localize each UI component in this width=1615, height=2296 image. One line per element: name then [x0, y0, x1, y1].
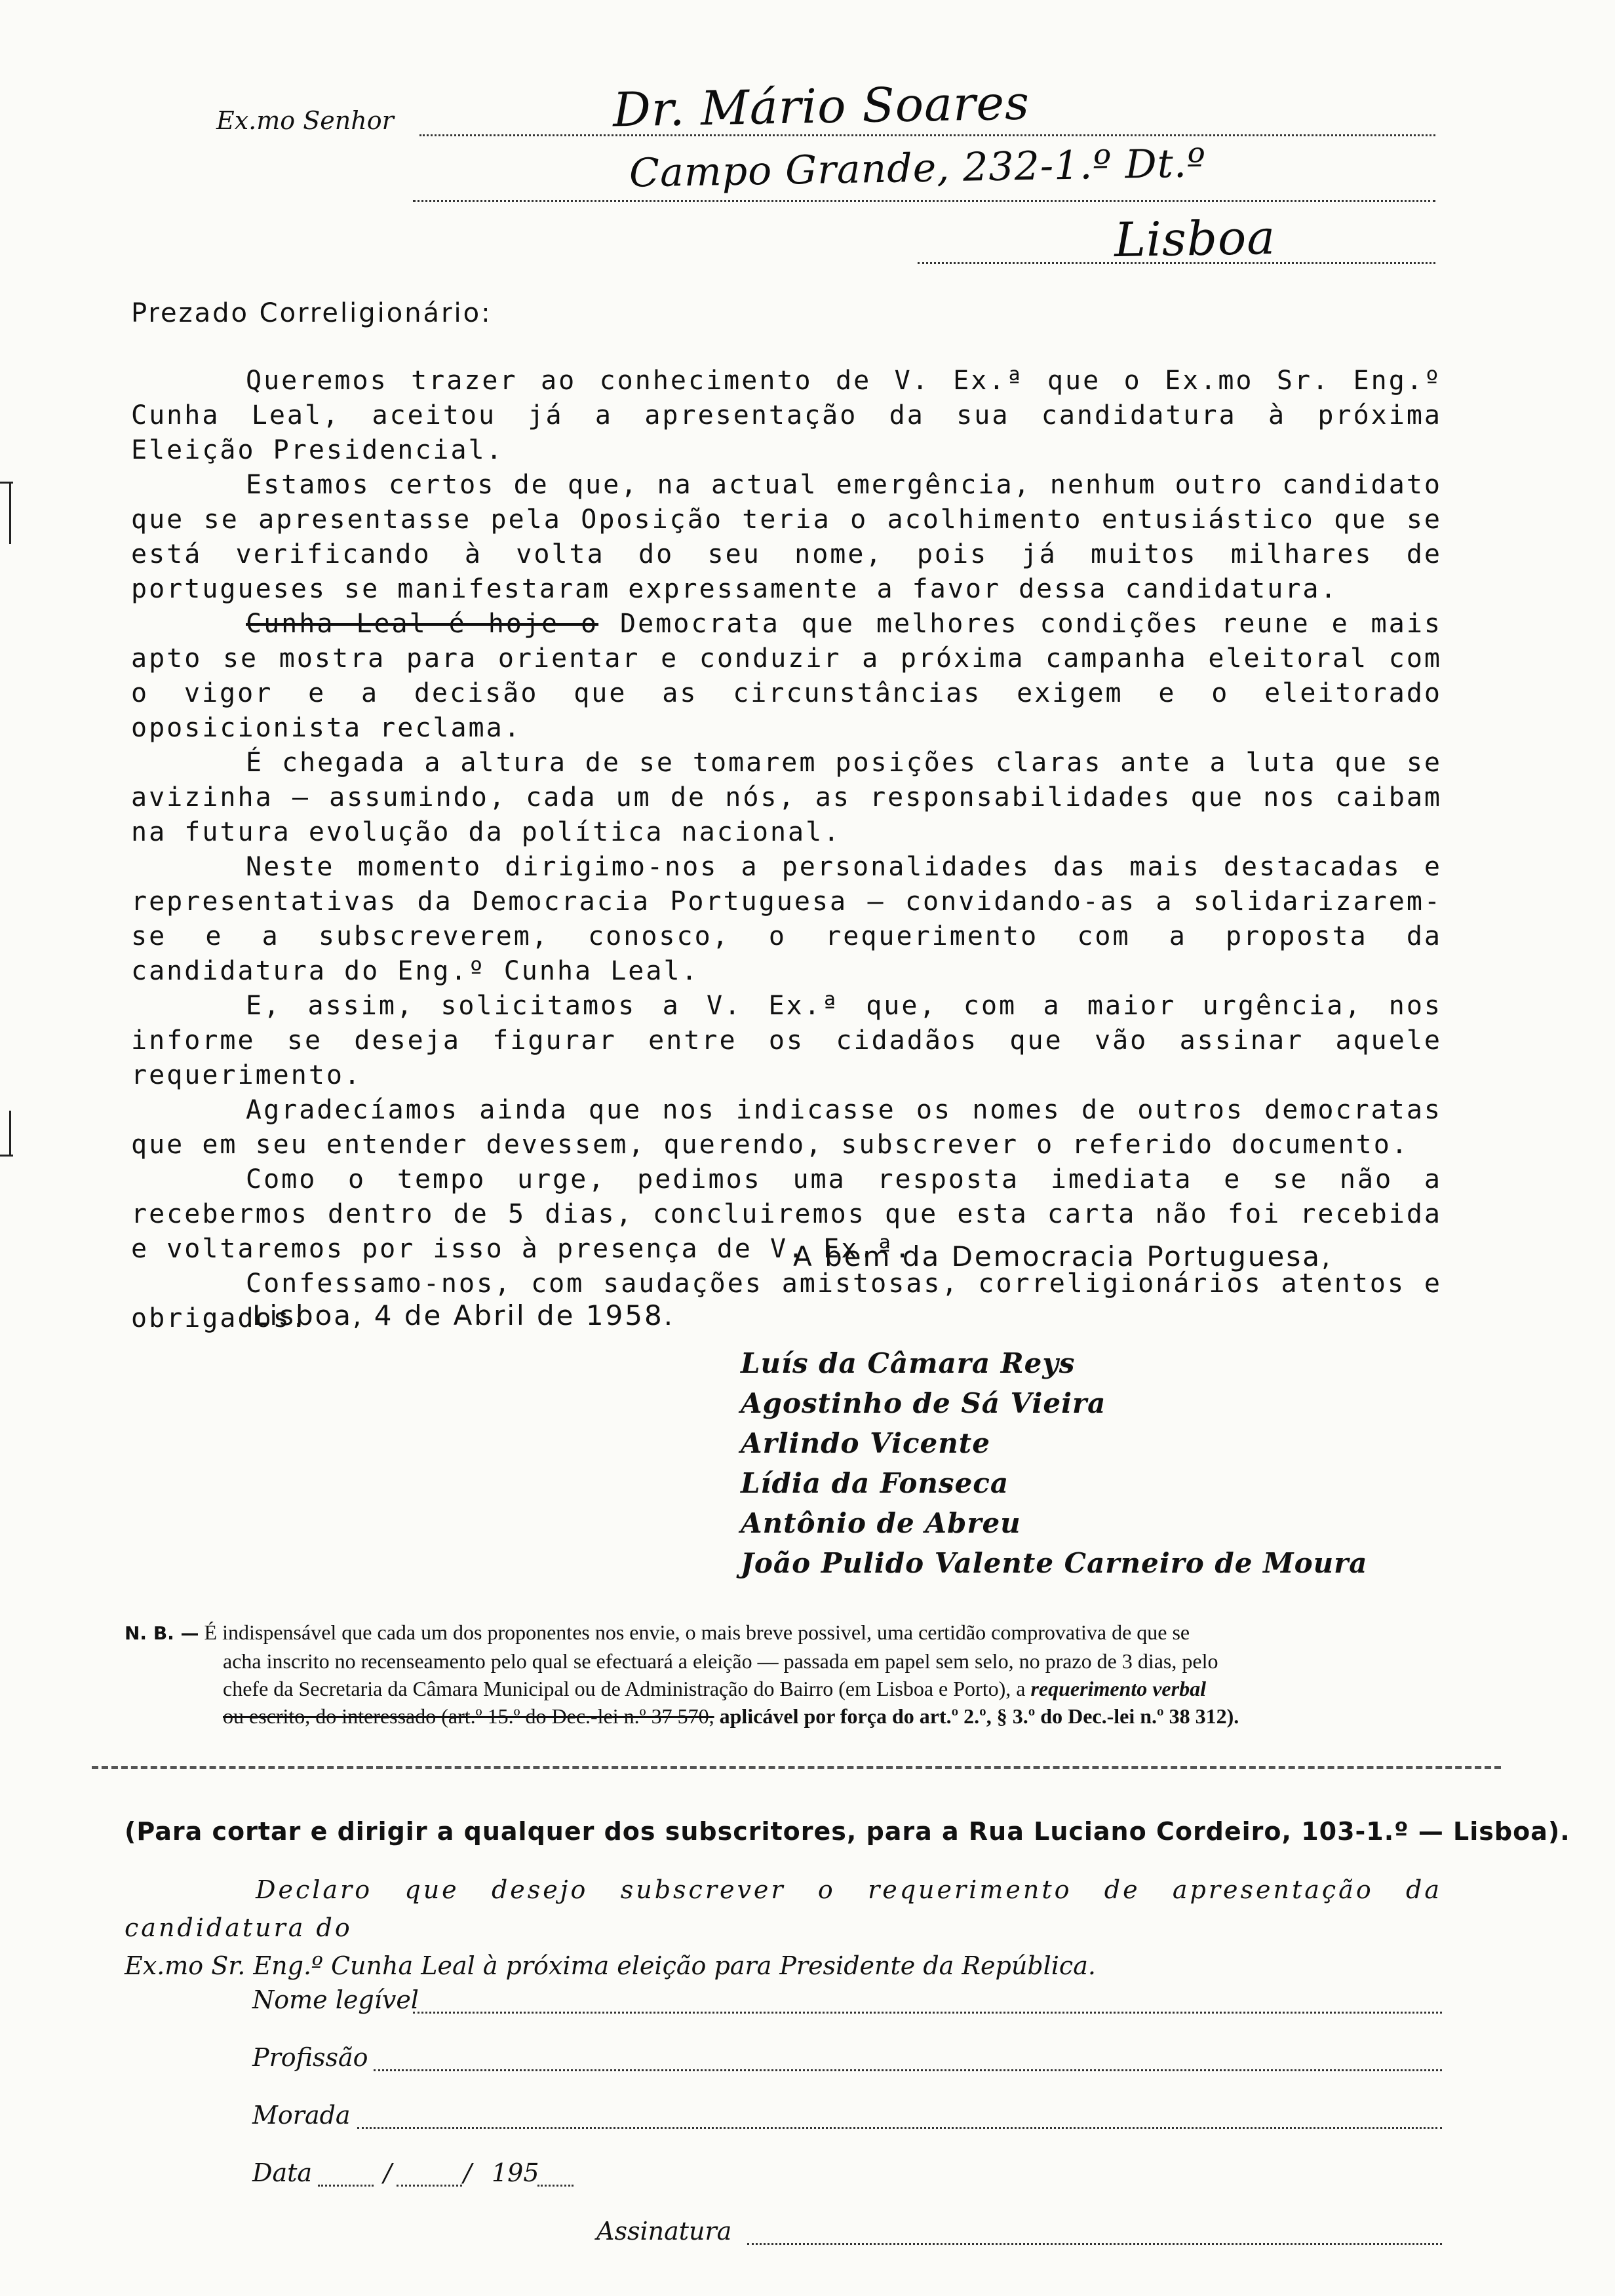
place-date: Lisboa, 4 de Abril de 1958.: [252, 1299, 675, 1331]
salutation-label: Ex.mo Senhor: [216, 106, 394, 135]
cut-instructions: (Para cortar e dirigir a qualquer dos subscritores, para a Rua Luciano Cordeiro, 103-1.º — Lisboa).: [125, 1817, 1570, 1846]
signature-label: Assinatura: [596, 2217, 732, 2246]
nb-lead: N. B. —: [125, 1622, 199, 1644]
letter-paragraph: É chegada a altura de se tomarem posições claras ante a luta que se avizinha — assumindo, cada um de nós, as responsabilidades que nos caibam na futura evolução da política nacional.: [131, 748, 1442, 847]
address-line-1: [419, 134, 1435, 136]
name-field[interactable]: [413, 2012, 1442, 2014]
letter-paragraph: E, assim, solicitamos a V. Ex.ª que, com a maior urgência, nos informe se deseja figurar entre os cidadãos que vão assinar aquele requerimento.: [131, 991, 1442, 1090]
date-day-field[interactable]: [318, 2185, 374, 2187]
letter-paragraph: Como o tempo urge, pedimos uma resposta imediata e se não a recebermos dentro de 5 dias, concluiremos que esta carta não foi recebida e voltaremos por isso à presença de V. Ex.ª.: [131, 1164, 1442, 1264]
nb-text: acha inscrito no recenseamento pelo qual se efectuará a eleição — passada em papel sem selo, no prazo de 3 dias, pelo: [223, 1649, 1218, 1673]
address-field[interactable]: [357, 2127, 1442, 2129]
cut-line: [92, 1766, 1501, 1769]
margin-tick: [0, 1155, 13, 1157]
declaration: [125, 1871, 1442, 1985]
letter-text: Democrata que melhores condições reune e mais apto se mostra para orientar e conduzir a próxima campanha eleitoral com o vigor e a decisão que as circunstâncias exigem e o eleitorado oposicionista reclama.: [131, 609, 1442, 743]
struck-text: Cunha Leal é hoje o: [246, 609, 599, 639]
letter-paragraph: Neste momento dirigimo-nos a personalidades das mais destacadas e representativas da Democracia Portuguesa — convidando-as a solidarizarem-se e a subscreverem, conosco, o requerimento com a proposta da candidatura do Eng.º Cunha Leal.: [131, 852, 1442, 986]
profession-field[interactable]: [374, 2069, 1442, 2071]
signatory-name: Agostinho de Sá Vieira: [741, 1387, 1106, 1419]
nb-struck-text: ou escrito, do interessado (art.º 15.º do Dec.-lei n.º 37 570,: [223, 1704, 714, 1728]
letter-body: [131, 364, 1442, 1336]
date-year-prefix: 195: [492, 2158, 539, 2187]
declaration-line: Ex.mo Sr. Eng.º Cunha Leal à próxima eleição para Presidente da República.: [125, 1951, 1096, 1980]
margin-line: [9, 1111, 11, 1155]
declaration-line: Declaro que desejo subscrever o requerimento de apresentação da candidatura do: [125, 1875, 1442, 1942]
margin-line: [9, 482, 11, 544]
date-month-field[interactable]: [397, 2185, 462, 2187]
nb-emphasis: requerimento verbal: [1030, 1677, 1206, 1700]
handwritten-city: Lisboa: [1114, 209, 1276, 268]
nb-text: chefe da Secretaria da Câmara Municipal ou de Administração do Bairro (em Lisboa e Porto), a: [223, 1677, 1026, 1700]
signatory-name: Arlindo Vicente: [741, 1427, 990, 1459]
letter-paragraph: Agradecíamos ainda que nos indicasse os nomes de outros democratas que em seu entender devessem, querendo, subscrever o referido documento.: [131, 1095, 1442, 1160]
nb-text: É indispensável que cada um dos proponentes nos envie, o mais breve possivel, uma certidão comprovativa de que se: [204, 1620, 1190, 1644]
signatory-name: João Pulido Valente Carneiro de Moura: [741, 1547, 1368, 1579]
nota-bene: [125, 1618, 1442, 1730]
signatories-list: [741, 1343, 1368, 1583]
letter-paragraph: Estamos certos de que, na actual emergência, nenhum outro candidato que se apresentasse pela Oposição teria o acolhimento entusiástico que se está verificando à volta do seu nome, pois já muitos milhares de portugueses se manifestaram expressamente a favor dessa candidatura.: [131, 470, 1442, 604]
signatory-name: Luís da Câmara Reys: [741, 1347, 1076, 1379]
date-separator: /: [383, 2158, 392, 2187]
letter-paragraph: Queremos trazer ao conhecimento de V. Ex.ª que o Ex.mo Sr. Eng.º Cunha Leal, aceitou já a apresentação da sua candidatura à próxima Eleição Presidencial.: [131, 366, 1442, 465]
date-separator: /: [463, 2158, 472, 2187]
handwritten-recipient-name: Dr. Mário Soares: [612, 75, 1030, 138]
address-line-2: [413, 200, 1435, 202]
date-year-field[interactable]: [537, 2185, 574, 2187]
letter-paragraph: Confessamo-nos, com saudações amistosas, correligionários atentos e obrigados.: [131, 1269, 1442, 1333]
handwritten-street: Campo Grande, 232-1.º Dt.º: [629, 140, 1207, 197]
signature-field[interactable]: [747, 2243, 1442, 2245]
nb-text: aplicável por força do art.º 2.º, § 3.º do Dec.-lei n.º 38 312).: [719, 1704, 1239, 1728]
greeting: Prezado Correligionário:: [131, 298, 492, 328]
name-label: Nome legível: [252, 1985, 419, 2014]
letter-paragraph-edited: [131, 607, 1442, 746]
signatory-name: Antônio de Abreu: [741, 1507, 1021, 1539]
closing-formula: A bem da Democracia Portuguesa,: [793, 1240, 1333, 1272]
date-label: Data: [252, 2158, 313, 2187]
address-label: Morada: [252, 2101, 351, 2130]
margin-tick: [0, 482, 13, 484]
signatory-name: Lídia da Fonseca: [741, 1467, 1009, 1499]
profession-label: Profissão: [252, 2043, 368, 2072]
